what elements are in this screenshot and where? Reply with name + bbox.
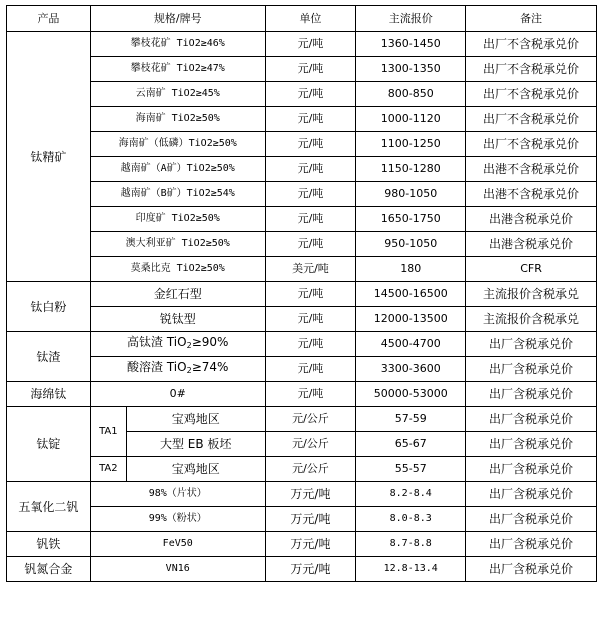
product-cell: 钛渣 (7, 332, 91, 382)
spec-cell: 攀枝花矿 TiO2≥46% (90, 32, 265, 57)
unit-cell: 元/吨 (265, 382, 356, 407)
header-spec: 规格/牌号 (90, 6, 265, 32)
unit-cell: 元/吨 (265, 357, 356, 382)
product-cell: 钒氮合金 (7, 557, 91, 582)
price-cell: 12000-13500 (356, 307, 466, 332)
note-cell: 出厂含税承兑价 (466, 482, 597, 507)
unit-cell: 元/吨 (265, 307, 356, 332)
table-row (7, 457, 597, 482)
note-cell: 出港不含税承兑价 (466, 157, 597, 182)
spec-cell: 高钛渣 TiO$_2$≥90% (90, 332, 265, 357)
product-cell: 钛精矿 (7, 32, 91, 282)
price-table-wrapper (6, 5, 597, 582)
table-row (7, 332, 597, 357)
table-row (7, 282, 597, 307)
table-row (7, 107, 597, 132)
price-cell: 55-57 (356, 457, 466, 482)
price-cell: 800-850 (356, 82, 466, 107)
note-cell: 出厂不含税承兑价 (466, 32, 597, 57)
table-row (7, 157, 597, 182)
table-row (7, 382, 597, 407)
table-row (7, 82, 597, 107)
table-row (7, 532, 597, 557)
spec-cell: 大型 EB 板坯 (126, 432, 265, 457)
unit-cell: 元/公斤 (265, 432, 356, 457)
price-cell: 1100-1250 (356, 132, 466, 157)
table-row (7, 32, 597, 57)
note-cell: 出厂不含税承兑价 (466, 82, 597, 107)
note-cell: 出厂含税承兑价 (466, 382, 597, 407)
unit-cell: 元/吨 (265, 32, 356, 57)
spec-cell: VN16 (90, 557, 265, 582)
price-table (6, 5, 597, 582)
price-cell: 8.0-8.3 (356, 507, 466, 532)
spec-cell: 越南矿（A矿）TiO2≥50% (90, 157, 265, 182)
price-cell: 57-59 (356, 407, 466, 432)
spec-cell: 金红石型 (90, 282, 265, 307)
table-row (7, 232, 597, 257)
spec-cell: 云南矿 TiO2≥45% (90, 82, 265, 107)
header-row (7, 6, 597, 32)
table-row (7, 407, 597, 432)
product-cell: 钛锭 (7, 407, 91, 482)
spec-cell: 澳大利亚矿 TiO2≥50% (90, 232, 265, 257)
spec-cell: 锐钛型 (90, 307, 265, 332)
price-cell: 14500-16500 (356, 282, 466, 307)
spec-cell: 印度矿 TiO2≥50% (90, 207, 265, 232)
header-unit: 单位 (265, 6, 356, 32)
unit-cell: 元/吨 (265, 157, 356, 182)
header-product: 产品 (7, 6, 91, 32)
header-note: 备注 (466, 6, 597, 32)
unit-cell: 元/公斤 (265, 407, 356, 432)
unit-cell: 美元/吨 (265, 257, 356, 282)
table-row (7, 557, 597, 582)
note-cell: 出厂不含税承兑价 (466, 107, 597, 132)
unit-cell: 元/吨 (265, 232, 356, 257)
note-cell: 主流报价含税承兑 (466, 282, 597, 307)
unit-cell: 元/吨 (265, 82, 356, 107)
note-cell: 出厂含税承兑价 (466, 407, 597, 432)
product-cell: 五氧化二钒 (7, 482, 91, 532)
unit-cell: 元/吨 (265, 132, 356, 157)
table-row (7, 482, 597, 507)
unit-cell: 元/吨 (265, 282, 356, 307)
product-cell: 钛白粉 (7, 282, 91, 332)
table-row (7, 182, 597, 207)
spec-cell: 0# (90, 382, 265, 407)
header-price: 主流报价 (356, 6, 466, 32)
note-cell: 出厂含税承兑价 (466, 457, 597, 482)
note-cell: 出港含税承兑价 (466, 232, 597, 257)
grade-cell: TA2 (90, 457, 126, 482)
note-cell: 出港不含税承兑价 (466, 182, 597, 207)
spec-cell: 莫桑比克 TiO2≥50% (90, 257, 265, 282)
spec-cell: 宝鸡地区 (126, 407, 265, 432)
note-cell: CFR (466, 257, 597, 282)
spec-cell: 99%（粉状） (90, 507, 265, 532)
note-cell: 出厂含税承兑价 (466, 357, 597, 382)
table-row (7, 57, 597, 82)
spec-cell: 海南矿 TiO2≥50% (90, 107, 265, 132)
grade-cell: TA1 (90, 407, 126, 457)
price-cell: 950-1050 (356, 232, 466, 257)
spec-cell: 98%（片状） (90, 482, 265, 507)
price-cell: 65-67 (356, 432, 466, 457)
note-cell: 出厂不含税承兑价 (466, 57, 597, 82)
table-row (7, 507, 597, 532)
table-row (7, 207, 597, 232)
unit-cell: 万元/吨 (265, 557, 356, 582)
note-cell: 出厂含税承兑价 (466, 332, 597, 357)
note-cell: 出厂含税承兑价 (466, 532, 597, 557)
unit-cell: 元/吨 (265, 107, 356, 132)
note-cell: 出港含税承兑价 (466, 207, 597, 232)
note-cell: 出厂不含税承兑价 (466, 132, 597, 157)
unit-cell: 元/吨 (265, 332, 356, 357)
unit-cell: 万元/吨 (265, 532, 356, 557)
table-row (7, 357, 597, 382)
note-cell: 主流报价含税承兑 (466, 307, 597, 332)
price-cell: 4500-4700 (356, 332, 466, 357)
unit-cell: 元/吨 (265, 57, 356, 82)
unit-cell: 万元/吨 (265, 507, 356, 532)
unit-cell: 元/吨 (265, 182, 356, 207)
spec-cell: 越南矿（B矿）TiO2≥54% (90, 182, 265, 207)
note-cell: 出厂含税承兑价 (466, 432, 597, 457)
spec-cell: FeV50 (90, 532, 265, 557)
price-cell: 980-1050 (356, 182, 466, 207)
table-row (7, 257, 597, 282)
spec-cell: 酸溶渣 TiO$_2$≥74% (90, 357, 265, 382)
spec-cell: 攀枝花矿 TiO2≥47% (90, 57, 265, 82)
price-cell: 1360-1450 (356, 32, 466, 57)
price-cell: 12.8-13.4 (356, 557, 466, 582)
price-cell: 8.2-8.4 (356, 482, 466, 507)
table-row (7, 307, 597, 332)
unit-cell: 元/公斤 (265, 457, 356, 482)
product-cell: 海绵钛 (7, 382, 91, 407)
unit-cell: 万元/吨 (265, 482, 356, 507)
price-cell: 3300-3600 (356, 357, 466, 382)
price-cell: 1000-1120 (356, 107, 466, 132)
note-cell: 出厂含税承兑价 (466, 507, 597, 532)
note-cell: 出厂含税承兑价 (466, 557, 597, 582)
price-cell: 50000-53000 (356, 382, 466, 407)
unit-cell: 元/吨 (265, 207, 356, 232)
table-row (7, 132, 597, 157)
price-cell: 1300-1350 (356, 57, 466, 82)
spec-cell: 宝鸡地区 (126, 457, 265, 482)
spec-cell: 海南矿（低磷）TiO2≥50% (90, 132, 265, 157)
price-cell: 180 (356, 257, 466, 282)
price-cell: 8.7-8.8 (356, 532, 466, 557)
price-cell: 1150-1280 (356, 157, 466, 182)
product-cell: 钒铁 (7, 532, 91, 557)
price-cell: 1650-1750 (356, 207, 466, 232)
